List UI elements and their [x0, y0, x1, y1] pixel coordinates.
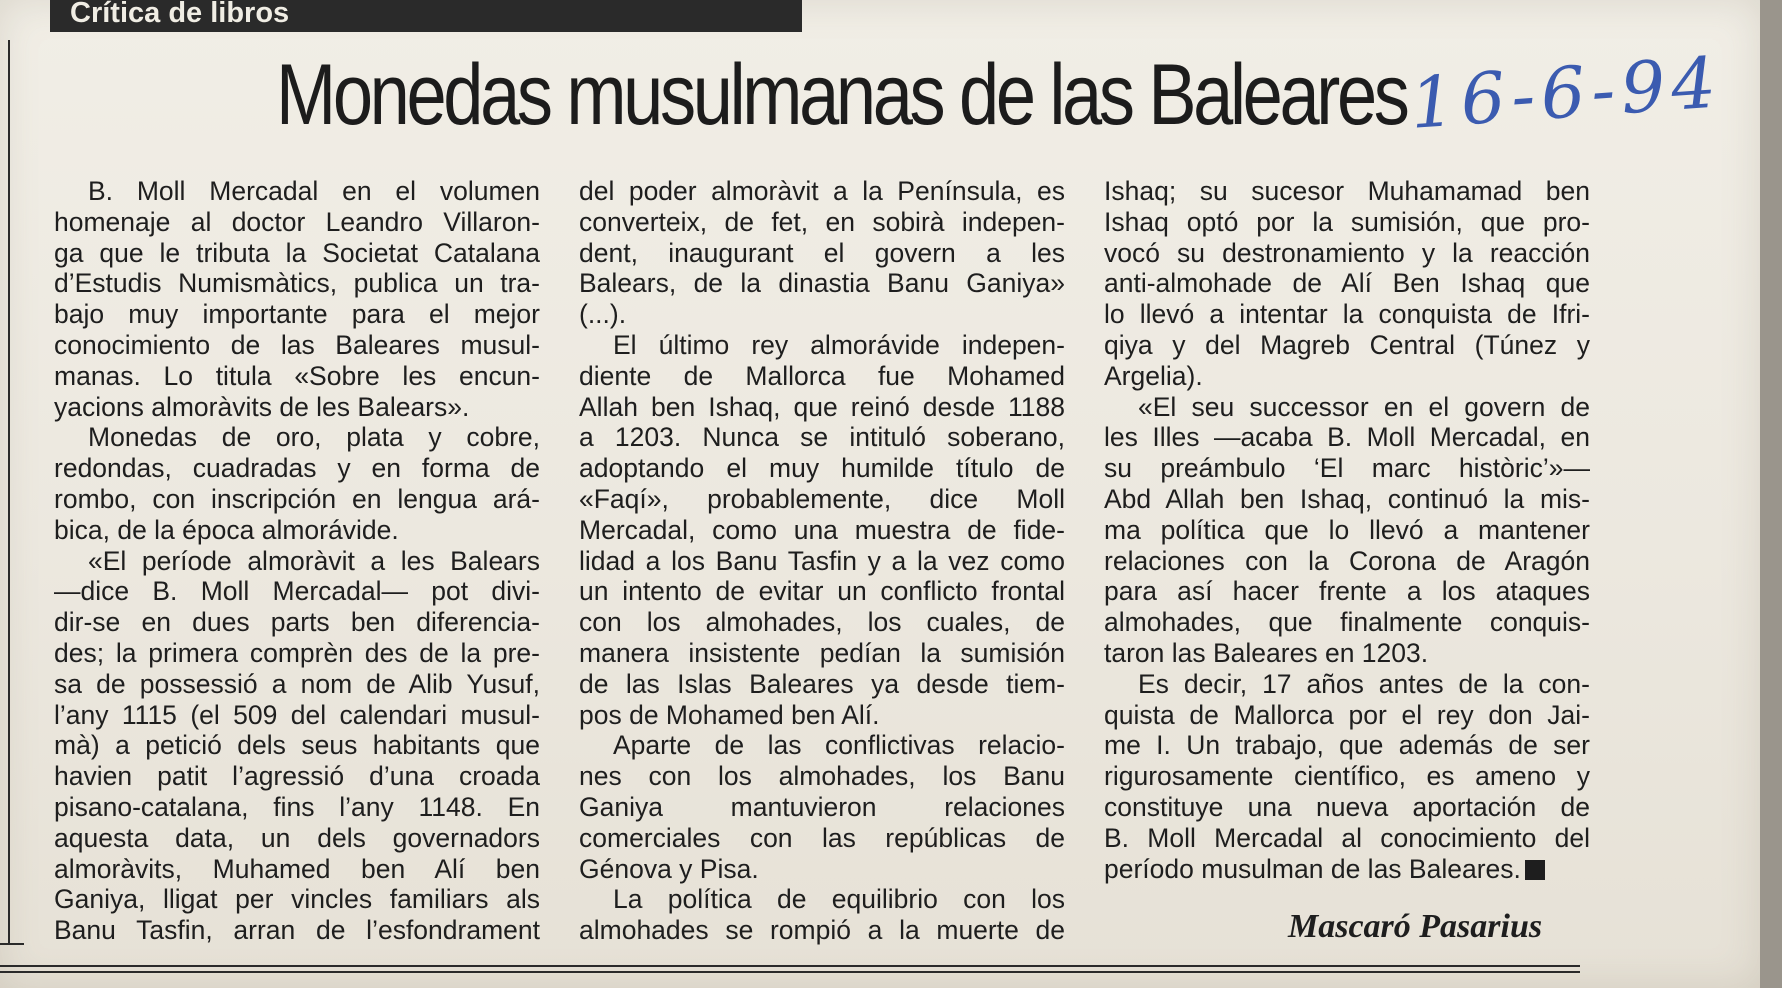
article-line: Abd Allah ben Ishaq, continuó la mis- — [1104, 483, 1590, 514]
article-line: B. Moll Mercadal en el volumen — [88, 176, 540, 206]
article-column-1 — [54, 176, 540, 946]
article-line: (...). — [579, 299, 627, 330]
article-line: «Faqí», probablemente, dice Moll — [579, 483, 1065, 514]
article-line: pisano-catalana, fins l’any 1148. En — [54, 791, 540, 822]
article-line: Ganiya, lligat per vincles familiars als — [54, 884, 540, 915]
article-line: a 1203. Nunca se intituló soberano, — [579, 422, 1065, 453]
article-line: Ganiya mantuvieron relaciones — [579, 791, 1065, 822]
article-line: aquesta data, un dels governadors — [54, 822, 540, 853]
article-column-2 — [579, 176, 1065, 946]
article-line: Aparte de las conflictivas relacio- — [613, 730, 1065, 761]
article-line: l’any 1115 (el 509 del calendari musul- — [54, 699, 540, 730]
article-line: Balears, de la dinastia Banu Ganiya» — [579, 268, 1065, 299]
article-line: de las Islas Baleares ya desde tiem- — [579, 668, 1065, 699]
article-line: des; la primera comprèn des de la pre- — [54, 637, 540, 668]
article-line: período musulman de las Baleares. — [1104, 854, 1590, 885]
article-line: yacions almoràvits de les Balears». — [54, 391, 470, 422]
article-line: quista de Mallorca por el rey don Jai- — [1104, 699, 1590, 730]
article-line: redondas, cuadradas y en forma de — [54, 453, 540, 484]
article-line: con los almohades, los cuales, de — [579, 607, 1065, 638]
section-label: Crítica de libros — [50, 0, 802, 32]
article-line: Génova y Pisa. — [579, 853, 759, 884]
article-line: havien patit l’agressió d’una croada — [54, 761, 540, 792]
article-line: «El període almoràvit a les Balears — [88, 545, 540, 576]
end-of-article-mark — [1525, 860, 1545, 880]
article-line: converteix, de fet, en sobirà indepen- — [579, 206, 1065, 237]
article-line: para así hacer frente a los ataques — [1104, 576, 1590, 607]
article-line: ga que le tributa la Societat Catalana — [54, 237, 540, 268]
article-line: constituye una nueva aportación de — [1104, 791, 1590, 822]
bottom-rule-double — [0, 971, 1580, 973]
handwritten-date: 16-6-94 — [1407, 41, 1725, 145]
article-line: pos de Mohamed ben Alí. — [579, 699, 880, 730]
headline: Monedas musulmanas de las Baleares — [276, 47, 1407, 143]
article-line: almohades, que finalmente conquis- — [1104, 607, 1590, 638]
article-line: rombo, con inscripción en lengua ará- — [54, 483, 540, 514]
article-line: lidad a los Banu Tasfin y a la vez como — [579, 545, 1065, 576]
article-line: «El seu successor en el govern de — [1138, 391, 1590, 422]
article-line: La política de equilibrio con los — [613, 884, 1065, 915]
article-line: vocó su destronamiento y la reacción — [1104, 237, 1590, 268]
left-column-rule — [8, 40, 10, 945]
article-line: Ishaq; su sucesor Muhamamad ben — [1104, 176, 1590, 206]
article-line: mà) a petició dels seus habitants que — [54, 730, 540, 761]
article-line: homenaje al doctor Leandro Villaron- — [54, 206, 540, 237]
article-line: conocimiento de las Baleares musul- — [54, 329, 540, 360]
article-line: Monedas de oro, plata y cobre, — [88, 422, 540, 453]
article-line: bica, de la época almorávide. — [54, 514, 399, 545]
article-line: Argelia). — [1104, 360, 1203, 391]
article-line: ma política que lo llevó a mantener — [1104, 514, 1590, 545]
article-line: qiya y del Magreb Central (Túnez y — [1104, 329, 1590, 360]
article-line: manas. Lo titula «Sobre les encun- — [54, 360, 540, 391]
article-line: manera insistente pedían la sumisión — [579, 637, 1065, 668]
article-line: adoptando el muy humilde título de — [579, 453, 1065, 484]
article-line: del poder almoràvit a la Península, es — [579, 176, 1065, 206]
article-line: comerciales con las repúblicas de — [579, 822, 1065, 853]
bottom-rule — [0, 965, 1580, 967]
article-line: sa de possessió a nom de Alib Yusuf, — [54, 668, 540, 699]
article-line: Mercadal, como una muestra de fide- — [579, 514, 1065, 545]
article-line: diente de Mallorca fue Mohamed — [579, 360, 1065, 391]
article-line: —dice B. Moll Mercadal— pot divi- — [54, 576, 540, 607]
article-column-3 — [1104, 176, 1590, 884]
article-line: Banu Tasfin, arran de l’esfondrament — [54, 915, 540, 946]
article-line: taron las Baleares en 1203. — [1104, 637, 1429, 668]
article-line: su preámbulo ‘El marc històric’»— — [1104, 453, 1590, 484]
article-line: relaciones con la Corona de Aragón — [1104, 545, 1590, 576]
article-line: dir-se en dues parts ben diferencia- — [54, 607, 540, 638]
article-line: bajo muy importante para el mejor — [54, 299, 540, 330]
author-signature: Mascaró Pasarius — [1288, 908, 1543, 945]
article-line: B. Moll Mercadal al conocimiento del — [1104, 822, 1590, 853]
left-rule-foot — [0, 943, 24, 945]
article-line: nes con los almohades, los Banu — [579, 761, 1065, 792]
article-line: almohades se rompió a la muerte de — [579, 915, 1065, 946]
article-line: Allah ben Ishaq, que reinó desde 1188 — [579, 391, 1065, 422]
article-line: dent, inaugurant el govern a les — [579, 237, 1065, 268]
article-line: El último rey almorávide indepen- — [613, 329, 1065, 360]
article-line: Es decir, 17 años antes de la con- — [1138, 668, 1590, 699]
article-line: me I. Un trabajo, que además de ser — [1104, 730, 1590, 761]
article-line: anti-almohade de Alí Ben Ishaq que — [1104, 268, 1590, 299]
article-line: almoràvits, Muhamed ben Alí ben — [54, 853, 540, 884]
article-line: les Illes —acaba B. Moll Mercadal, en — [1104, 422, 1590, 453]
article-line: Ishaq optó por la sumisión, que pro- — [1104, 206, 1590, 237]
article-line: d’Estudis Numismàtics, publica un tra- — [54, 268, 540, 299]
article-line: rigurosamente científico, es ameno y — [1104, 761, 1590, 792]
article-line: lo llevó a intentar la conquista de Ifri- — [1104, 299, 1590, 330]
article-line: un intento de evitar un conflicto frontal — [579, 576, 1065, 607]
